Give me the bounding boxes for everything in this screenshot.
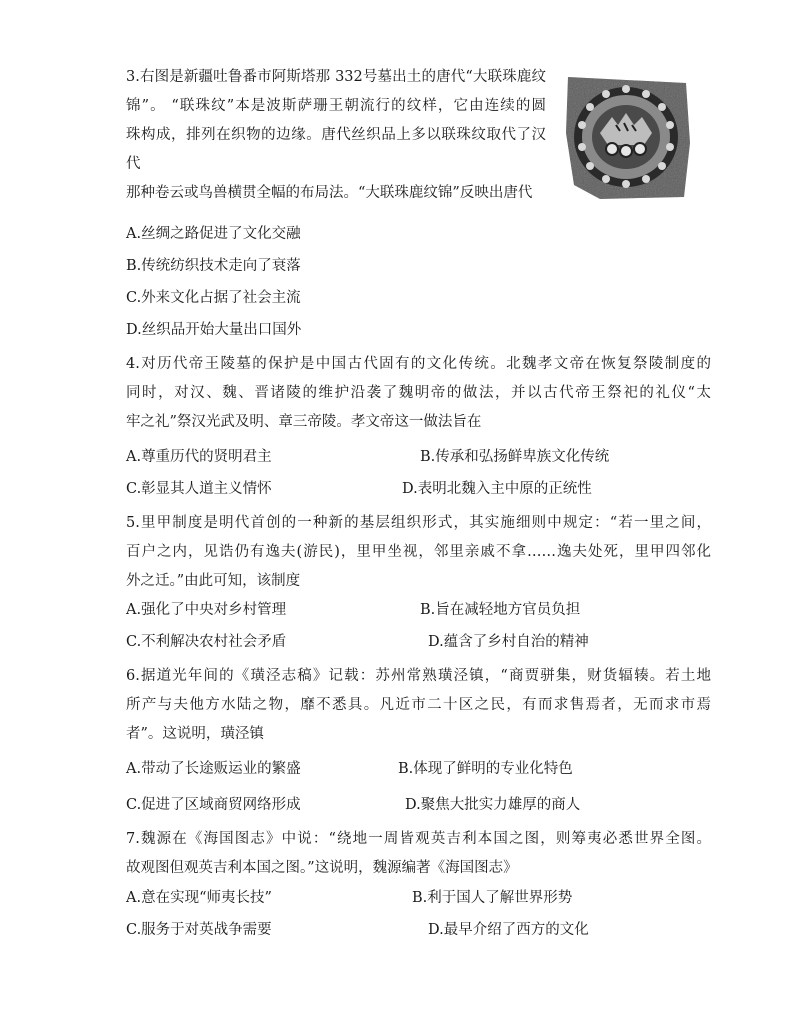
question-5-option-d: D.蕴含了乡村自治的精神 bbox=[428, 634, 589, 650]
question-4-option-d: D.表明北魏入主中原的正统性 bbox=[402, 481, 592, 497]
question-3-option-d: D.丝织品开始大量出口国外 bbox=[126, 322, 302, 338]
question-7-option-d: D.最早介绍了西方的文化 bbox=[428, 922, 589, 938]
question-7-line: 故观图但观英吉利本国之图。”这说明，魏源编著《海国图志》 bbox=[126, 860, 518, 876]
question-6-stem bbox=[126, 662, 711, 749]
question-5-line: 百户之内，见诰仍有逸夫(游民)，里甲坐视，邻里亲戚不拿……逸夫处死，里甲四邻化 bbox=[126, 544, 711, 560]
question-3-option-c: C.外来文化占据了社会主流 bbox=[126, 290, 301, 306]
question-6-line: 6.据道光年间的《璜泾志稿》记载：苏州常熟璜泾镇，“商贾骈集，财货辐辏。若土地 bbox=[126, 668, 711, 684]
question-3-stem bbox=[126, 63, 546, 208]
question-3-option-b: B.传统纺织技术走向了衰落 bbox=[126, 258, 301, 274]
question-6-option-b: B.体现了鲜明的专业化特色 bbox=[398, 761, 573, 777]
question-4-line: 牢之礼”祭汉光武及明、章三帝陵。孝文帝这一做法旨在 bbox=[126, 414, 482, 430]
question-5-stem bbox=[126, 509, 711, 596]
question-3-line: 3.右图是新疆吐鲁番市阿斯塔那 332号墓出土的唐代“大联珠鹿纹 bbox=[126, 69, 546, 85]
question-7-option-b: B.利于国人了解世界形势 bbox=[412, 890, 573, 906]
question-4-option-b: B.传承和弘扬鲜卑族文化传统 bbox=[420, 449, 610, 465]
question-3-line: 珠构成，排列在织物的边缘。唐代丝织品上多以联珠纹取代了汉代 bbox=[126, 127, 546, 172]
question-4-stem bbox=[126, 350, 711, 437]
question-6-line: 所产与夫他方水陆之物，靡不悉具。凡近市二十区之民，有而求售焉者，无而求市焉 bbox=[126, 697, 711, 713]
question-5-line: 外之迁。”由此可知，该制度 bbox=[126, 573, 301, 589]
question-4-option-a: A.尊重历代的贤明君主 bbox=[126, 449, 272, 465]
question-5-line: 5.里甲制度是明代首创的一种新的基层组织形式，其实施细则中规定：“若一里之间， bbox=[126, 515, 711, 531]
question-6-line: 者”。这说明，璜泾镇 bbox=[126, 726, 264, 742]
question-5-option-c: C.不利解决农村社会矛盾 bbox=[126, 634, 287, 650]
question-6-option-d: D.聚焦大批实力雄厚的商人 bbox=[405, 797, 581, 813]
question-5-option-a: A.强化了中央对乡村管理 bbox=[126, 602, 287, 618]
question-7-option-a: A.意在实现“师夷长技” bbox=[126, 890, 272, 906]
question-7-line: 7.魏源在《海国图志》中说：“绕地一周皆观英吉利本国之图，则筹夷必悉世界全图。 bbox=[126, 831, 711, 847]
question-6-option-c: C.促进了区域商贸网络形成 bbox=[126, 797, 301, 813]
question-4-option-c: C.彰显其人道主义情怀 bbox=[126, 481, 272, 497]
question-7-stem bbox=[126, 825, 711, 883]
question-7-option-c: C.服务于对英战争需要 bbox=[126, 922, 272, 938]
question-3-option-a: A.丝绸之路促进了文化交融 bbox=[126, 226, 301, 242]
question-4-line: 同时，对汉、魏、晋诸陵的维护沿袭了魏明帝的做法，并以古代帝王祭祀的礼仪“太 bbox=[126, 385, 711, 401]
question-3-line: 锦”。 “联珠纹”本是波斯萨珊王朝流行的纹样，它由连续的圆 bbox=[126, 98, 546, 114]
question-5-option-b: B.旨在减轻地方官员负担 bbox=[420, 602, 581, 618]
brocade-photo bbox=[560, 73, 692, 201]
question-6-option-a: A.带动了长途贩运业的繁盛 bbox=[126, 761, 301, 777]
question-4-line: 4.对历代帝王陵墓的保护是中国古代固有的文化传统。北魏孝文帝在恢复祭陵制度的 bbox=[126, 356, 711, 372]
question-3-line: 那种卷云或鸟兽横贯全幅的布局法。“大联珠鹿纹锦”反映出唐代 bbox=[126, 185, 533, 201]
